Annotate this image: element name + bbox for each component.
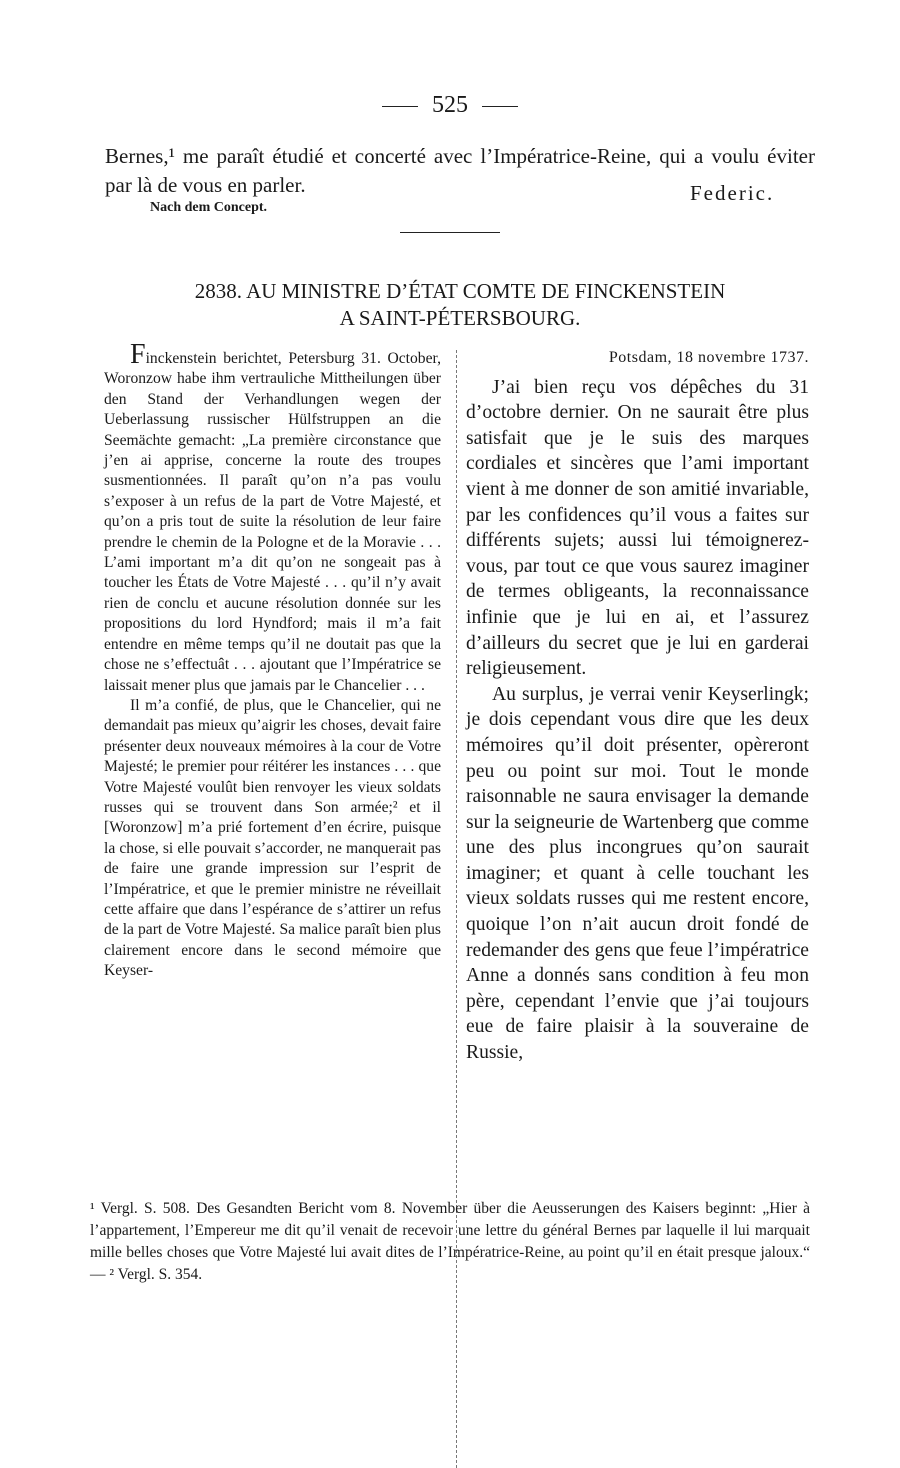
footnotes: ¹ Vergl. S. 508. Des Gesandten Bericht vom 8. November über die Aeusserungen des Kaisers beginnt: „Hier à l’appartement, l’Empereur me dit qu’il venait de recevoir une lettre du général Bernes par laquelle il lui marquait mille belles choses que Votre Majesté lui avait dites de l’Impératrice-Reine, au point qu’il en était presque jaloux.“ — ² Vergl. S. 354. [90, 1200, 810, 1283]
heading-line-1: 2838. AU MINISTRE D’ÉTAT COMTE DE FINCKENSTEIN [194, 279, 726, 303]
dateline: Potsdam, 18 novembre 1737. [608, 349, 809, 366]
letter-body-column [466, 345, 809, 1066]
letter-paragraph-2: Au surplus, je verrai venir Keyserlingk; je dois cependant vous dire que les deux mémoires qu’il doit présenter, opèreront peu ou point sur moi. Tout le monde raisonnable ne saura envisager la demande sur la seigneurie de Wartenberg que comme une des plus incongrues qu’on saurait imaginer; et quant à celle touchant les vieux soldats russes qui me restent encore, quoique l’on n’ait aucun droit fondé de redemander des gens que feue l’impératrice Anne a donnés sans condition à feu mon père, cependant l’envie que j’ai toujours eue de faire plaisir à la souveraine de Russie, [466, 683, 809, 1064]
dash-right [482, 106, 518, 107]
summary-paragraph-1 [104, 339, 441, 696]
letter-paragraph-1: J’ai bien reçu vos dépêches du 31 d’octobre dernier. On ne saurait être plus satisfait que je le suis des marques cordiales et sincères que l’ami important vient à me donner de son amitié invariable, par les confidences qu’il vous a faites sur différents sujets; aussi lui témoignerez-vous, par tout ce que vous saurez imaginer de termes obligeants, la reconnaissance infinie que je lui en ai, et l’assurez d’ailleurs du secret que je lui en garderai religieusement. [466, 376, 809, 680]
dash-left [382, 106, 418, 107]
column-divider [456, 350, 457, 1468]
intro-paragraph: Bernes,¹ me paraît étudié et concerté avec l’Impératrice-Reine, qui a voulu éviter par là de vous en parler. [105, 144, 815, 197]
page-number [0, 92, 900, 119]
page-number-text: 525 [432, 92, 468, 118]
source-note: Nach dem Concept. [150, 200, 268, 215]
summary-text-1: inckenstein berichtet, Petersburg 31. October, Woronzow habe ihm vertrauliche Mittheilungen über den Stand der Verhandlungen wegen der Ueberlassung russischer Hülfstruppen an die Seemächte gemacht: „La première circonstance que j’en ai apprise, concerne la route des troupes susmentionnées. Il paraît qu’on n’a pas voulu s’exposer à un refus de la part de Votre Majesté, et qu’on a pris tout de suite la résolution de leur faire prendre le chemin de la Pologne et de la Moravie . . . L’ami important m’a dit qu’on ne songeait pas à toucher les États de Votre Majesté . . . qu’il n’y avait rien de conclu et aucune résolution donnée sur les propositions du lord Hyndford; mais il m’a fait entendre en même temps qu’il ne doutait pas que la chose ne s’effectuât . . . ajoutant que l’Impératrice se laissait mener plus que jamais par le Chancelier . . . [104, 350, 441, 694]
summary-dropcap: F [130, 339, 146, 370]
signature: Federic. [690, 181, 775, 205]
letter-heading [100, 278, 820, 332]
separator-rule [400, 232, 500, 233]
heading-line-2: A SAINT-PÉTERSBOURG. [339, 306, 581, 330]
summary-column [104, 339, 441, 982]
summary-paragraph-2: Il m’a confié, de plus, que le Chancelier, qui ne demandait pas mieux qu’aigrir les choses, devait faire présenter deux nouveaux mémoires à la cour de Votre Majesté; le premier pour réitérer les instances . . . que Votre Majesté voulût bien renvoyer les vieux soldats russes qui se trouvent dans Son armée;² et il [Woronzow] m’a prié fortement d’en écrire, puisque la chose, si elle pouvait s’accorder, ne manquerait pas de faire une grande impression sur l’esprit de l’Impératrice, et que le premier ministre ne réveillait cette affaire que dans l’espérance de s’attirer un refus de la part de Votre Majesté. Sa malice paraît bien plus clairement encore dans le second mémoire que Keyser- [104, 696, 441, 980]
